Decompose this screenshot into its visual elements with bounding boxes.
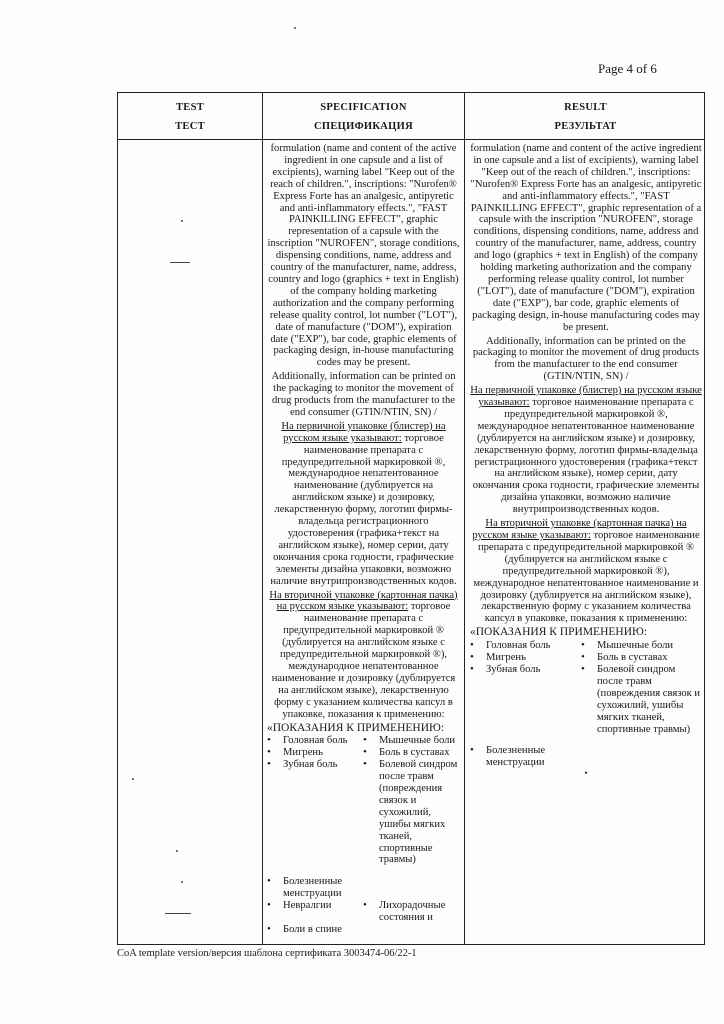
list-item: [267, 876, 359, 900]
indication: Мигрень: [486, 652, 526, 664]
scan-speck: [132, 778, 134, 780]
column-divider: [262, 93, 263, 944]
bullet-icon: •: [363, 734, 367, 747]
list-item: [363, 735, 460, 747]
scan-speck: [181, 220, 183, 222]
indication: Болезненные менструации: [283, 876, 343, 900]
bullet-icon: •: [470, 651, 474, 664]
list-item: [581, 640, 702, 652]
result-secondary-text: торговое наименование препарата с предупредительной маркировкой ® (дублируется на английском языке с предупредительной маркировкой ®), международное непатентованное наименование и дозировку (дублируется на английском языке), лекарственную форму с указанием количества капсул в упаковке, показания к применению:: [473, 530, 700, 625]
footer-template-version: CoA template version/версия шаблона сертификата 3003474-06/22-1: [117, 948, 417, 959]
spec-indications-list: [267, 735, 460, 866]
header-result-en: RESULT: [564, 102, 607, 113]
result-primary-packaging: [470, 385, 702, 516]
bullet-icon: •: [581, 662, 585, 675]
spec-table: [117, 92, 705, 945]
indication: Мышечные боли: [597, 640, 674, 652]
indication: Боль в суставах: [379, 747, 450, 759]
header-result: [465, 98, 706, 136]
bullet-icon: •: [363, 899, 367, 912]
indication: Зубная боль: [486, 663, 541, 675]
scan-speck: [181, 881, 183, 883]
spec-indications-list-bottom: [267, 876, 460, 936]
spec-additional-text: Additionally, information can be printed on the packaging to monitor the movement of drug products from the manufacturer to the end consumer (GTIN/NTIN, SN) /: [271, 371, 456, 418]
spec-secondary-packaging: [267, 590, 460, 721]
result-indications-list-bottom: [470, 745, 702, 769]
list-item: [267, 900, 359, 924]
bullet-icon: •: [581, 639, 585, 652]
bullet-icon: •: [470, 662, 474, 675]
result-cell: [470, 143, 702, 944]
result-secondary-heading: На вторичной упаковке (картонная пачка) на русском языке указывают:: [472, 518, 687, 541]
header-specification-ru: СПЕЦИФИКАЦИЯ: [314, 121, 413, 132]
bullet-icon: •: [267, 923, 271, 935]
result-indications-title: «ПОКАЗАНИЯ К ПРИМЕНЕНИЮ:: [470, 626, 648, 639]
spec-primary-heading: На первичной упаковке (блистер) на русском языке указывают:: [281, 420, 446, 444]
list-item: [581, 652, 702, 664]
header-result-ru: РЕЗУЛЬТАТ: [554, 121, 617, 132]
result-secondary-packaging: [470, 518, 702, 625]
header-specification-en: SPECIFICATION: [320, 102, 407, 113]
bullet-icon: •: [581, 651, 585, 664]
indication: Болезненные менструации: [486, 745, 546, 769]
header-divider: [118, 139, 704, 140]
list-item: [363, 759, 460, 866]
header-test: [118, 98, 262, 136]
result-indications-list: [470, 640, 702, 735]
header-test-en: TEST: [175, 102, 205, 113]
column-divider: [464, 93, 465, 944]
header-specification: [263, 98, 464, 136]
margin-mark: [165, 913, 191, 914]
indication: Боли в спине: [283, 924, 342, 935]
indication: Невралгии: [283, 900, 332, 912]
spec-primary-text: торговое наименование препарата с предупредительной маркировкой ®, международное непатентованное наименование (дублируется на английском языке) и дозировку, лекарственную форму, логотип фирмы-владельца регистрационного удостоверения (графика+текст на английском языке), номер серии, дату окончания срока годности, графические элементы дизайна упаковки, возможно наличие внутрипроизводственных кодов.: [270, 432, 457, 587]
indication: Мышечные боли: [379, 735, 456, 747]
bullet-icon: •: [470, 744, 474, 757]
indication: Зубная боль: [283, 759, 338, 771]
list-item: [267, 747, 359, 759]
specification-cell: [267, 143, 460, 944]
result-english-text: formulation (name and content of the active ingredient in one capsule and a list of excipients), warning label "Keep out of the reach of children.", inscriptions: "Nurofen® Express Forte has an analgesic, antipyretic and anti-inflammatory effects.", "FAST PAINKILLING EFFECT", graphic representation of a capsule with the inscription "NUROFEN", storage conditions, dispensing conditions, name, address and country of the manufacturer, name, address, country and logo (graphics + text in English) of the company holding marketing authorization and the company performing release quality control, lot number ("LOT"), date of manufacture ("DOM"), expiration date ("EXP"), bar code, graphic elements of packaging design, in-house manufacturing codes may be present.: [470, 143, 702, 333]
indication: Болевой синдром после травм (повреждения связок и сухожилий, ушибы мягких тканей, спортивные травмы): [379, 759, 458, 866]
bullet-icon: •: [267, 734, 271, 747]
bullet-icon: •: [363, 758, 367, 771]
page-continuation-mark: •: [584, 768, 588, 779]
indication: Мигрень: [283, 747, 323, 759]
list-item: [470, 652, 577, 664]
spec-primary-packaging: [267, 421, 460, 588]
indication: Боль в суставах: [597, 652, 668, 664]
bullet-icon: •: [363, 746, 367, 759]
page-number: Page 4 of 6: [598, 61, 657, 76]
list-item: [581, 664, 702, 735]
spec-english-text: formulation (name and content of the active ingredient in one capsule and a list of excipients), warning label "Keep out of the reach of children.", inscriptions: "Nurofen® Express Forte has an analgesic, antipyretic and anti-inflammatory effects.", "FAST PAINKILLING EFFECT", graphic representation of a capsule with the inscription "NUROFEN", storage conditions, dispensing conditions, name, address and country of the manufacturer, name, address, country and logo (graphics + text in English) of the company holding marketing authorization and the company performing release quality control, lot number ("LOT"), date of manufacture ("DOM"), expiration date ("EXP"), bar code, graphic elements of packaging design, in-house manufacturing codes may be present.: [267, 143, 460, 369]
list-item: [470, 664, 577, 735]
bullet-icon: •: [267, 746, 271, 759]
list-item: [267, 924, 359, 936]
list-item: [363, 900, 460, 924]
bullet-icon: •: [267, 899, 271, 912]
spec-secondary-heading: На вторичной упаковке (картонная пачка) на русском языке указывают:: [269, 589, 458, 613]
spec-secondary-text: торговое наименование препарата с предупредительной маркировкой ® (дублируется на английском языке с предупредительной маркировкой ®), международное непатентованное наименование и дозировку (дублируется на английском языке), лекарственную форму с указанием количества капсул в упаковке, показания к применению:: [271, 601, 456, 720]
list-item: [470, 640, 577, 652]
spec-indications-title: «ПОКАЗАНИЯ К ПРИМЕНЕНИЮ:: [267, 721, 445, 734]
bullet-icon: •: [470, 639, 474, 652]
header-test-ru: ТЕСТ: [175, 121, 205, 132]
bullet-icon: •: [267, 758, 271, 771]
result-primary-text: торговое наименование препарата с предупредительной маркировкой ®, международное непатентованное наименование (дублируется на английском языке) и дозировку, лекарственную форму, логотип фирмы-владельца регистрационного удостоверения (графика+текст на английском языке), номер серии, дату окончания срока годности, графические элементы дизайна упаковки, возможно наличие внутрипроизводственных кодов.: [472, 397, 700, 516]
indication: Головная боль: [283, 735, 348, 747]
list-item: [363, 747, 460, 759]
scan-speck: [294, 27, 296, 29]
list-item: [267, 735, 359, 747]
scan-speck: [176, 850, 178, 852]
indication: Болевой синдром после травм (повреждения связок и сухожилий, ушибы мягких тканей, спортивные травмы): [597, 663, 701, 735]
list-item: [267, 759, 359, 866]
result-additional-text: Additionally, information can be printed on the packaging to monitor the movement of drug products from the manufacturer to the end consumer (GTIN/NTIN, SN) /: [472, 335, 700, 383]
indication: Лихорадочные состояния и: [379, 900, 446, 924]
margin-mark: [170, 262, 190, 263]
list-item: [470, 745, 577, 769]
result-primary-heading: На первичной упаковке (блистер) на русском языке указывают:: [470, 385, 702, 409]
indication: Головная боль: [486, 640, 551, 652]
bullet-icon: •: [267, 875, 271, 888]
